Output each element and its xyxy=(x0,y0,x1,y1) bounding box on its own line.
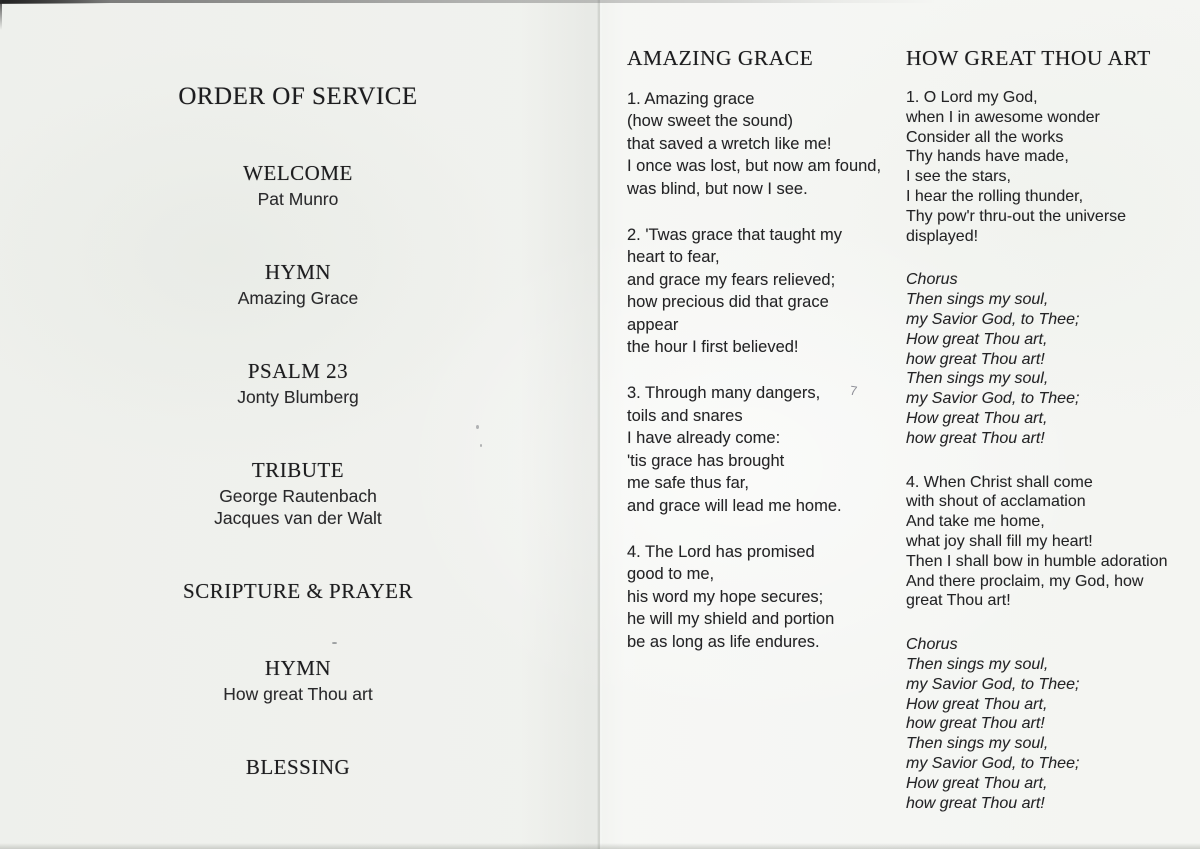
verse-line: Then sings my soul, xyxy=(906,655,1049,673)
verse-line: and grace my fears relieved; xyxy=(627,270,836,289)
hymn-verse xyxy=(906,88,1188,246)
how-great-thou-art-verses xyxy=(906,88,1188,813)
scan-edge-top-left xyxy=(0,0,110,4)
how-great-thou-art-title: HOW GREAT THOU ART xyxy=(906,46,1151,70)
scan-speck xyxy=(480,444,482,447)
hymn-verse xyxy=(627,88,899,200)
verse-line: 1. Amazing grace xyxy=(627,90,755,108)
fold-shadow xyxy=(520,0,597,849)
amazing-grace-title: AMAZING GRACE xyxy=(627,46,814,70)
service-item xyxy=(78,752,518,782)
verse-line: I see the stars, xyxy=(906,168,1011,186)
verse-line: my Savior God, to Thee; xyxy=(906,310,1080,328)
hymn-verse xyxy=(627,224,899,358)
scan-edge-top xyxy=(0,0,1200,3)
service-item xyxy=(78,576,518,606)
verse-line: Chorus xyxy=(906,271,958,289)
service-item xyxy=(78,257,518,309)
how-great-thou-art-page xyxy=(906,44,1188,837)
order-of-service-page xyxy=(78,82,518,779)
verse-line: my Savior God, to Thee; xyxy=(906,675,1080,693)
verse-line: how great Thou art! xyxy=(906,794,1045,812)
service-item xyxy=(78,356,518,408)
scan-edge-left xyxy=(0,0,2,30)
service-item-name: Pat Munro xyxy=(257,189,339,209)
verse-line: be as long as life endures. xyxy=(627,632,820,651)
verse-line: 2. 'Twas grace that taught my xyxy=(627,226,843,245)
service-item xyxy=(78,653,518,705)
verse-line: how precious did that grace xyxy=(627,293,829,312)
verse-line: and grace will lead me home. xyxy=(627,496,842,515)
hymn-verse xyxy=(906,473,1188,612)
service-item-name: Jacques van der Walt xyxy=(214,508,382,528)
verse-line: Then sings my soul, xyxy=(906,370,1049,388)
verse-line: 3. Through many dangers, xyxy=(627,384,821,403)
verse-line: Then I shall bow in humble adoration xyxy=(906,552,1168,570)
verse-line: he will my shield and portion xyxy=(627,610,835,629)
service-item-heading: SCRIPTURE & PRAYER xyxy=(183,579,413,603)
verse-line: How great Thou art, xyxy=(906,695,1048,713)
verse-line: appear xyxy=(627,315,679,334)
amazing-grace-verses xyxy=(627,88,899,653)
service-item-name: Amazing Grace xyxy=(237,288,359,308)
hymn-verse xyxy=(627,382,899,516)
service-item-heading: TRIBUTE xyxy=(251,458,345,482)
service-item-heading: HYMN xyxy=(264,656,332,680)
verse-line: when I in awesome wonder xyxy=(906,108,1100,126)
verse-line: And there proclaim, my God, how xyxy=(906,572,1144,590)
verse-line: how great Thou art! xyxy=(906,350,1045,368)
verse-line: I hear the rolling thunder, xyxy=(906,187,1084,205)
chorus-block xyxy=(906,270,1188,448)
amazing-grace-page xyxy=(627,44,899,677)
service-item xyxy=(78,158,518,210)
verse-line: heart to fear, xyxy=(627,248,720,267)
service-item-name: George Rautenbach xyxy=(219,486,377,506)
scan-edge-bottom xyxy=(0,843,1200,849)
verse-line: how great Thou art! xyxy=(906,429,1045,447)
verse-line: I once was lost, but now am found, xyxy=(627,157,882,176)
scan-artifact-mark: 7 xyxy=(848,382,859,399)
verse-line: what joy shall fill my heart! xyxy=(906,532,1093,550)
service-item-heading: HYMN xyxy=(264,260,332,284)
verse-line: And take me home, xyxy=(906,513,1045,531)
verse-line: 1. O Lord my God, xyxy=(906,89,1038,106)
verse-line: Then sings my soul, xyxy=(906,291,1049,309)
verse-line: with shout of acclamation xyxy=(906,493,1086,511)
verse-line: great Thou art! xyxy=(906,592,1011,610)
scan-speck xyxy=(476,425,479,429)
verse-line: toils and snares xyxy=(627,406,743,425)
scan-speck xyxy=(332,642,337,644)
verse-line: 'tis grace has brought xyxy=(627,451,785,470)
verse-line: Thy pow'r thru-out the universe xyxy=(906,207,1127,225)
service-item-name: How great Thou art xyxy=(223,684,373,704)
verse-line: (how sweet the sound) xyxy=(627,112,794,131)
verse-line: Then sings my soul, xyxy=(906,735,1049,753)
service-item-heading: WELCOME xyxy=(243,161,353,185)
verse-line: my Savior God, to Thee; xyxy=(906,390,1080,408)
verse-line: Chorus xyxy=(906,636,958,654)
service-item-name: Jonty Blumberg xyxy=(237,387,359,407)
verse-line: me safe thus far, xyxy=(627,474,749,493)
verse-line: How great Thou art, xyxy=(906,330,1048,348)
service-item-heading: PSALM 23 xyxy=(247,359,349,383)
verse-line: 4. The Lord has promised xyxy=(627,542,815,561)
service-item-heading: BLESSING xyxy=(245,755,351,779)
verse-line: Thy hands have made, xyxy=(906,148,1069,166)
verse-line: How great Thou art, xyxy=(906,409,1048,427)
verse-line: 4. When Christ shall come xyxy=(906,473,1093,491)
verse-line: my Savior God, to Thee; xyxy=(906,754,1080,772)
page-fold-line xyxy=(597,0,602,849)
verse-line: How great Thou art, xyxy=(906,774,1048,792)
order-of-service-title: ORDER OF SERVICE xyxy=(178,83,418,110)
verse-line: I have already come: xyxy=(627,429,781,448)
verse-line: good to me, xyxy=(627,565,715,584)
service-item xyxy=(78,455,518,529)
hymn-verse xyxy=(627,541,899,653)
service-items-list xyxy=(78,158,518,782)
verse-line: displayed! xyxy=(906,227,979,245)
verse-line: Consider all the works xyxy=(906,128,1064,146)
verse-line: was blind, but now I see. xyxy=(627,179,808,198)
verse-line: that saved a wretch like me! xyxy=(627,134,832,153)
verse-line: the hour I first believed! xyxy=(627,338,799,357)
verse-line: his word my hope secures; xyxy=(627,587,824,606)
verse-line: how great Thou art! xyxy=(906,715,1045,733)
chorus-block xyxy=(906,635,1188,813)
